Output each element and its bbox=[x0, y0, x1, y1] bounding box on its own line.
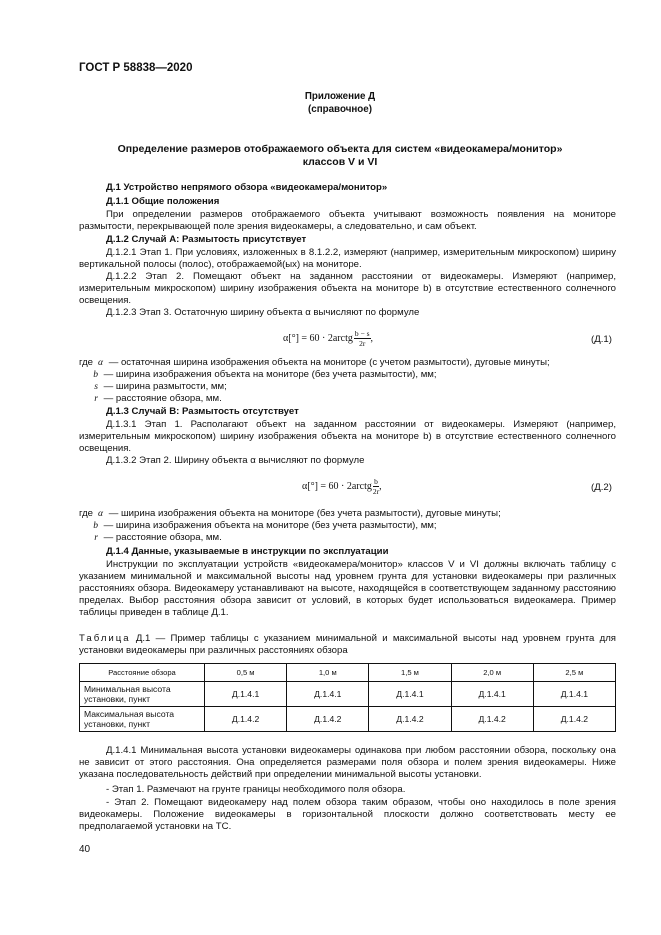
formula-d1-tail: , bbox=[370, 332, 374, 344]
table-caption-label: Таблица bbox=[79, 633, 131, 644]
table-cell: Д.1.4.1 bbox=[369, 682, 451, 707]
definitions-d1 bbox=[79, 357, 616, 405]
step-2-text: - Этап 2. Помещают видеокамеру над полем обзора таким образом, чтобы оно находилось в поле зрения видеокамеры. Положение видеокамеры в горизонтальной плоскости должно соответствовать месту ее предполагаемой установки на ТС. bbox=[79, 797, 616, 832]
section-d131-text: Д.1.3.1 Этап 1. Располагают объект на заданном расстоянии от видеокамеры. Измеряют (например, измерительным микроскопом) ширину изображения объекта на мониторе b) в отсутствие естественного солнечного освещения. bbox=[79, 419, 616, 454]
table-cell: Д.1.4.2 bbox=[205, 707, 287, 732]
formula-d2-lhs: α[°] = 60 · 2arctg bbox=[302, 480, 372, 492]
standard-header: ГОСТ Р 58838—2020 bbox=[79, 62, 193, 74]
section-d13-heading: Д.1.3 Случай В: Размытость отсутствует bbox=[106, 406, 299, 417]
step-1-text: - Этап 1. Размечают на грунте границы необходимого поля обзора. bbox=[106, 784, 406, 795]
definition-text: — ширина изображения объекта на мониторе (без учета размытости), мм; bbox=[103, 369, 437, 380]
table-cell: Д.1.4.2 bbox=[451, 707, 533, 732]
table-cell: Д.1.4.1 bbox=[205, 682, 287, 707]
formula-d1-fraction bbox=[354, 329, 371, 348]
definition-row bbox=[79, 532, 616, 544]
table-row bbox=[80, 682, 616, 707]
section-d11-text: При определении размеров отображаемого объекта учитывают возможность появления на мониторе размытости, перекрывающей поле зрения видеокамеры, а следовательно, и сам объект. bbox=[79, 209, 616, 232]
definition-symbol: b bbox=[93, 520, 98, 531]
formula-d1-denominator: 2r bbox=[359, 339, 366, 348]
definition-row bbox=[79, 357, 616, 369]
definition-symbol: b bbox=[93, 369, 98, 380]
section-d141-text: Д.1.4.1 Минимальная высота установки видеокамеры одинакова при любом расстоянии обзора, поскольку она не зависит от этого расстояния. Она определяется размерами поля обзора и полем зрения видеокамеры. Ниже указана последовательность действий при определении минимальной высоты установки. bbox=[79, 745, 616, 780]
definition-row bbox=[79, 369, 616, 381]
definition-text: — ширина размытости, мм; bbox=[103, 381, 227, 392]
formula-d1-number: (Д.1) bbox=[591, 334, 612, 345]
definition-row bbox=[79, 520, 616, 532]
table-header-cell: 1,5 м bbox=[369, 664, 451, 682]
table-cell: Д.1.4.2 bbox=[533, 707, 615, 732]
table-header-cell: 2,0 м bbox=[451, 664, 533, 682]
table-caption bbox=[79, 633, 616, 657]
definition-symbol: α bbox=[97, 357, 104, 368]
table-cell: Д.1.4.1 bbox=[287, 682, 369, 707]
section-d123-text: Д.1.2.3 Этап 3. Остаточную ширину объекта α вычисляют по формуле bbox=[106, 307, 420, 318]
table-header-cell: 0,5 м bbox=[205, 664, 287, 682]
definition-prefix: где bbox=[79, 357, 94, 368]
table-header-cell: 1,0 м bbox=[287, 664, 369, 682]
section-d14-text: Инструкции по эксплуатации устройств «видеокамера/монитор» классов V и VI должны включать таблицу с указанием минимальной и максимальной высоты над уровнем грунта для установки видеокамеры при различных расстояниях обзора. Видеокамеру устанавливают на высоте, находящейся в соответствующем заданному расстоянию пределах. Выбор расстояния обзора зависит от условий, в которых будет использоваться видеокамера. Пример таблицы приведен в таблице Д.1. bbox=[79, 559, 616, 618]
section-d12-heading: Д.1.2 Случай А: Размытость присутствует bbox=[106, 234, 307, 245]
definitions-d2 bbox=[79, 508, 616, 544]
formula-d1 bbox=[283, 329, 373, 348]
formula-d1-lhs: α[°] = 60 · 2arctg bbox=[283, 332, 353, 344]
definition-text: — остаточная ширина изображения объекта на мониторе (с учетом размытости), дуговые минуты; bbox=[108, 357, 550, 368]
table-header-row bbox=[80, 664, 616, 682]
table-cell: Д.1.4.1 bbox=[451, 682, 533, 707]
definition-symbol: α bbox=[97, 508, 104, 519]
table-cell: Д.1.4.2 bbox=[369, 707, 451, 732]
formula-d2-numerator: b bbox=[374, 477, 378, 486]
definition-prefix: где bbox=[79, 508, 94, 519]
definition-symbol: s bbox=[94, 381, 98, 392]
section-d132-text: Д.1.3.2 Этап 2. Ширину объекта α вычисляют по формуле bbox=[106, 455, 365, 466]
formula-d1-numerator: b − s bbox=[354, 329, 370, 338]
table-row bbox=[80, 707, 616, 732]
section-d14-heading: Д.1.4 Данные, указываемые в инструкции по эксплуатации bbox=[106, 546, 389, 557]
definition-text: — ширина изображения объекта на мониторе (без учета размытости), мм; bbox=[103, 520, 437, 531]
formula-d2-denominator: 2r bbox=[372, 487, 380, 496]
definition-symbol: r bbox=[94, 393, 98, 404]
table-row-label: Минимальная высота установки, пункт bbox=[80, 682, 205, 707]
section-d1-heading: Д.1 Устройство непрямого обзора «видеокамера/монитор» bbox=[106, 182, 388, 193]
formula-d2 bbox=[302, 477, 382, 496]
appendix-title: Приложение Д bbox=[304, 91, 376, 102]
table-row-label: Максимальная высота установки, пункт bbox=[80, 707, 205, 732]
page-number: 40 bbox=[79, 844, 91, 855]
definition-row bbox=[79, 381, 616, 393]
definition-row bbox=[79, 393, 616, 405]
table-cell: Д.1.4.1 bbox=[533, 682, 615, 707]
section-d121-text: Д.1.2.1 Этап 1. При условиях, изложенных в 8.1.2.2, измеряют (например, измерительным микроскопом) ширину вертикальной полосы (полос), отображаемой(ых) на мониторе. bbox=[79, 247, 616, 270]
definition-text: — расстояние обзора, мм. bbox=[103, 393, 222, 404]
table-header-cell: Расстояние обзора bbox=[80, 664, 205, 682]
section-d122-text: Д.1.2.2 Этап 2. Помещают объект на заданном расстоянии от видеокамеры. Измеряют (например, измерительным микроскопом) ширину изображения объекта на мониторе b) в отсутствие естественного солнечного освещения. bbox=[79, 271, 616, 306]
table-cell: Д.1.4.2 bbox=[287, 707, 369, 732]
document-title-line2: классов V и VI bbox=[302, 156, 378, 168]
formula-d2-tail: , bbox=[379, 480, 382, 492]
definition-text: — расстояние обзора, мм. bbox=[103, 532, 222, 543]
table-caption-text: Д.1 — Пример таблицы с указанием минимальной и максимальной высоты над уровнем грунта для установки видеокамеры при различных расстояниях обзора bbox=[79, 633, 616, 656]
data-table bbox=[79, 663, 616, 732]
table-header-cell: 2,5 м bbox=[533, 664, 615, 682]
definition-row bbox=[79, 508, 616, 520]
section-d11-heading: Д.1.1 Общие положения bbox=[106, 196, 220, 207]
definition-text: — ширина изображения объекта на мониторе (без учета размытости), дуговые минуты; bbox=[108, 508, 501, 519]
formula-d2-number: (Д.2) bbox=[591, 482, 612, 493]
definition-symbol: r bbox=[94, 532, 98, 543]
document-title-line1: Определение размеров отображаемого объекта для систем «видеокамера/монитор» bbox=[117, 143, 563, 155]
appendix-kind: (справочное) bbox=[308, 104, 372, 115]
